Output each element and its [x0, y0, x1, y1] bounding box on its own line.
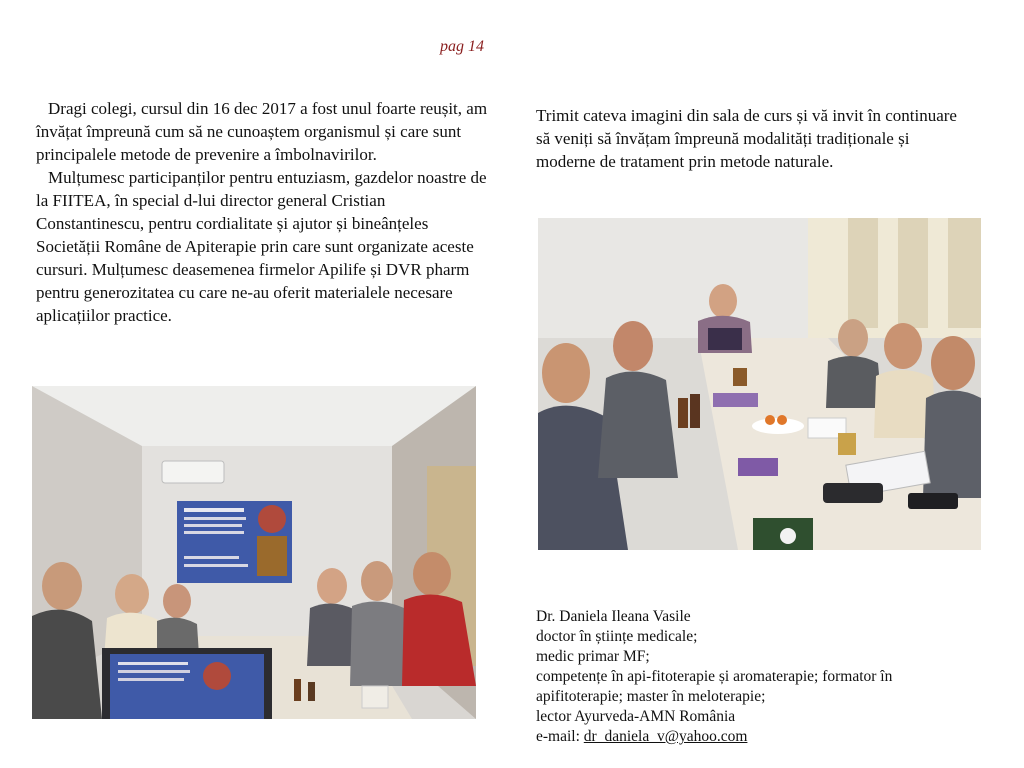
intro-text: [36, 97, 496, 327]
invitation-text: [536, 104, 966, 173]
email-link[interactable]: dr_daniela_v@yahoo.com: [583, 728, 748, 745]
author-title-2: medic primar MF;: [536, 648, 650, 665]
author-title-4: apifitoterapie; master în meloterapie;: [536, 688, 766, 705]
intro-paragraph-2: Mulțumesc participanților pentru entuziasm, gazdelor noastre de la FIITEA, în special d-lui director general Cristian Constantinescu, pentru cordialitate și ajutor și bineânțeles Societății Române de Apiterapie prin care sunt organizate aceste cursuri. Mulțumesc deasemenea firmelor Apilife și DVR pharm pentru generozitatea cu care ne-au oferit materialele necesare aplicațiilor practice.: [36, 168, 487, 325]
page-number: pag 14: [440, 38, 484, 55]
invitation-paragraph: Trimit cateva imagini din sala de curs și vă invit în continuare să veniți să învățam împreună modalități tradiționale și moderne de tratament prin metode naturale.: [536, 106, 957, 171]
email-label: e-mail:: [536, 728, 584, 745]
author-email-line: [536, 727, 976, 747]
intro-paragraph-1: Dragi colegi, cursul din 16 dec 2017 a fost unul foarte reușit, am învățat împreună cum să ne cunoaștem organismul și care sunt principalele metode de prevenire a îmbolnavirilor.: [36, 99, 488, 164]
author-signature: [536, 607, 976, 747]
author-name: Dr. Daniela Ileana Vasile: [536, 608, 691, 625]
author-title-5: lector Ayurveda-AMN România: [536, 708, 736, 725]
participants-photo: [538, 218, 981, 550]
author-title-1: doctor în științe medicale;: [536, 628, 698, 645]
course-room-photo: [32, 386, 476, 719]
author-title-3: competențe în api-fitoterapie și aromaterapie; formator în: [536, 668, 893, 685]
